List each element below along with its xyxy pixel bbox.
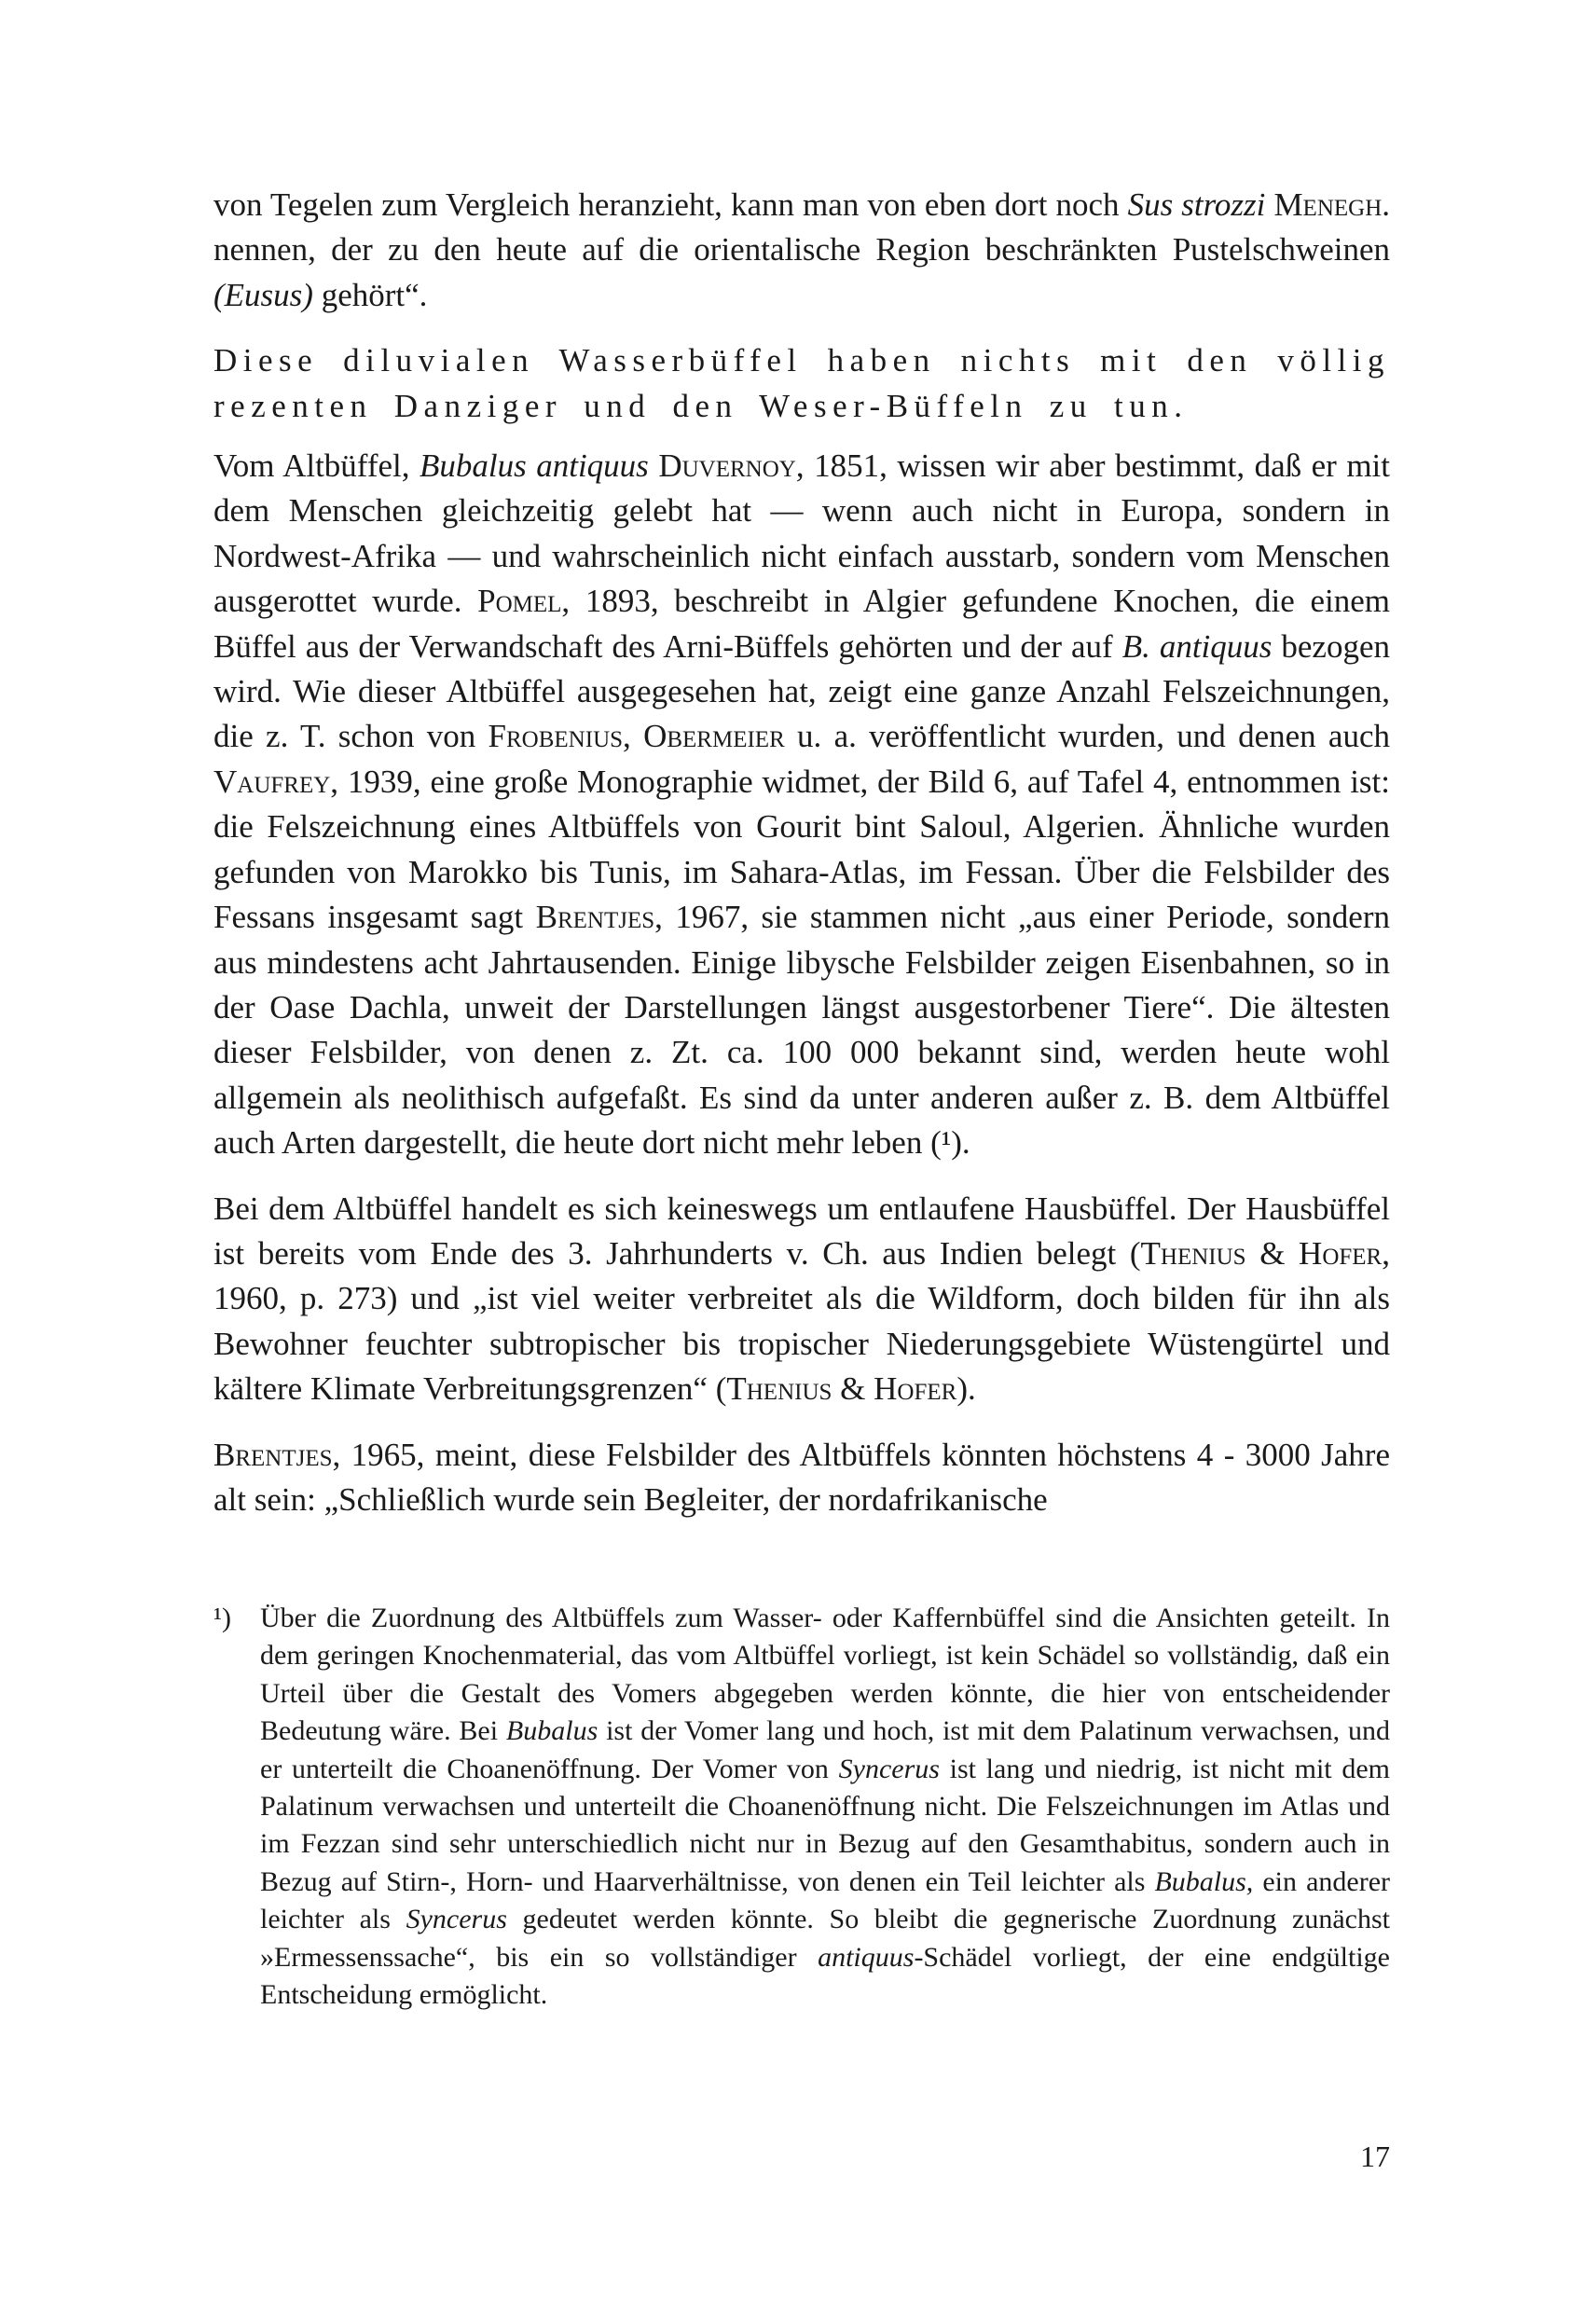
text-run: , 1893, beschreibt in Algier gefundene Knochen, die einem Büffel aus der Verwandschaft des Arni-Büffels gehörten und der auf (213, 583, 1390, 665)
body-text (213, 183, 1390, 1522)
text-run: gedeutet werden könnte. So bleibt die gegnerische Zuordnung zunächst »Ermessenssache“, bis ein so vollständiger (260, 1904, 1390, 1973)
text-run: Vom Altbüffel, (213, 447, 420, 485)
text-run (649, 447, 659, 484)
text-run: , 1965, meint, diese Felsbilder des Altbüffels könnten höchstens 4 - 3000 Jahre alt sein: „Schließlich wurde sein Begleiter, der nordafrikanische (213, 1436, 1390, 1518)
text-run: ist lang und niedrig, ist nicht mit dem Palatinum verwachsen und unterteilt die Choanenöffnung nicht. Die Felszeichnungen im Atlas und im Fezzan sind sehr unterschiedlich nicht nur in Bezug auf den Gesamthabitus, sondern auch in Bezug auf Stirn-, Horn- und Haarverhältnisse, von denen ein Teil leichter als (260, 1753, 1390, 1897)
footnote-text (260, 1600, 1390, 2014)
author-name: Menegh. (1273, 186, 1391, 223)
text-run: & (832, 1370, 874, 1408)
text-run: bezogen wird. Wie dieser Altbüffel ausgegesehen hat, zeigt eine ganze Anzahl Felszeichnungen, die z. T. schon von (213, 627, 1390, 755)
paragraph (213, 444, 1390, 1166)
text-run: , 1851, wissen wir aber bestimmt, daß er mit dem Menschen gleichzeitig gelebt hat — wenn auch nicht in Europa, sondern in Nordwest-Afrika — und wahrscheinlich nicht einfach ausstarb, sondern vom Menschen ausgerottet wurde. (213, 447, 1391, 620)
text-run: ein anderer leichter als (260, 1865, 1390, 1935)
text-run: ist der Vomer lang und hoch, ist mit dem Palatinum verwachsen, und er unterteilt die Choanenöffnung. Der Vomer von (260, 1715, 1391, 1784)
author-name: Duvernoy (658, 447, 796, 485)
author-name: Pomel (477, 583, 562, 620)
italic-run: Bubalus, (1154, 1865, 1254, 1897)
paragraph (213, 183, 1390, 318)
italic-run: Syncerus (406, 1904, 507, 1935)
text-run: gehört“. (312, 276, 428, 313)
author-name: Obermeier (643, 718, 785, 755)
paragraph (213, 1187, 1390, 1412)
text-run: nennen, der zu den heute auf die orientalische Region beschränkten Pustelschweinen (213, 231, 1390, 268)
author-name: Brentjes (213, 1436, 333, 1473)
text-run: Diese diluvialen Wasserbüffel haben nichts mit den völlig rezenten Danziger und den Weser-Büffeln zu tun. (213, 342, 1390, 424)
text-run: u. a. veröffentlicht wurden, und denen auch (784, 718, 1390, 755)
italic-run: B. antiquus (1121, 627, 1273, 665)
author-name: Thenius (726, 1370, 832, 1408)
paragraph (213, 1433, 1390, 1523)
italic-run: (Eusus) (213, 276, 313, 313)
italic-run: antiquus (818, 1941, 915, 1973)
footnote-mark: ¹) (213, 1603, 231, 1633)
italic-run: Bubalus antiquus (420, 447, 649, 485)
author-name: Thenius (1140, 1234, 1246, 1272)
page-number: 17 (1360, 2140, 1390, 2173)
text-run: , 1967, sie stammen nicht „aus einer Periode, sondern aus mindestens acht Jahrtausenden. Einige libysche Felsbilder zeigen Eisenbahnen, so in der Oase Dachla, unweit der Darstellungen längst ausgestorbener Tiere“. Die ältesten dieser Felsbilder, von denen z. Zt. ca. 100 000 bekannt sind, werden heute wohl allgemein als neolithisch aufgefaßt. Es sind da unter anderen außer z. B. dem Altbüffel auch Arten dargestellt, die heute dort nicht mehr leben (¹). (213, 899, 1390, 1162)
author-name: Hofer (874, 1370, 957, 1408)
text-run: , (623, 718, 644, 755)
text-run: Bei dem Altbüffel handelt es sich keineswegs um entlaufene Hausbüffel. Der Hausbüffel ist bereits vom Ende des 3. Jahrhunderts v. Ch. aus Indien belegt ( (213, 1190, 1390, 1272)
footnote (213, 1600, 1390, 2014)
italic-run: Sus strozzi (1127, 186, 1266, 223)
text-run: , 1960, p. 273) und „ist viel weiter verbreitet als die Wildform, doch bilden für ihn als Bewohner feuchter subtropischer bis tropischer Niederungsgebiete Wüstengürtel und kältere Klimate Verbreitungsgrenzen“ ( (213, 1234, 1390, 1408)
paragraph-spaced (213, 338, 1390, 429)
text-run: & (1245, 1234, 1300, 1272)
author-name: Hofer (1299, 1234, 1383, 1272)
text-run: ). (956, 1370, 976, 1408)
author-name: Frobenius (488, 718, 624, 755)
italic-run: Syncerus (838, 1753, 940, 1784)
text-run: Über die Zuordnung des Altbüffels zum Wasser- oder Kaffernbüffel sind die Ansichten geteilt. In dem geringen Knochenmaterial, das vom Altbüffel vorliegt, ist kein Schädel so vollständig, daß ein Urteil über die Gestalt des Vomers abgegeben werden könnte, die hier von entscheidender Bedeutung wäre. Bei (260, 1603, 1390, 1747)
text-run: von Tegelen zum Vergleich heranzieht, kann man von eben dort noch (213, 186, 1128, 223)
author-name: Brentjes (535, 899, 655, 936)
italic-run: Bubalus (505, 1715, 598, 1747)
text-run: , 1939, eine große Monographie widmet, der Bild 6, auf Tafel 4, entnommen ist: die Felszeichnung eines Altbüffels von Gourit bint Saloul, Algerien. Ähnliche wurden gefunden von Marokko bis Tunis, im Sahara-Atlas, im Fessan. Über die Felsbilder des Fessans insgesamt sagt (213, 763, 1390, 936)
text-run: -Schädel vorliegt, der eine endgültige Entscheidung ermöglicht. (260, 1941, 1390, 2011)
author-name: Vaufrey (213, 763, 331, 800)
